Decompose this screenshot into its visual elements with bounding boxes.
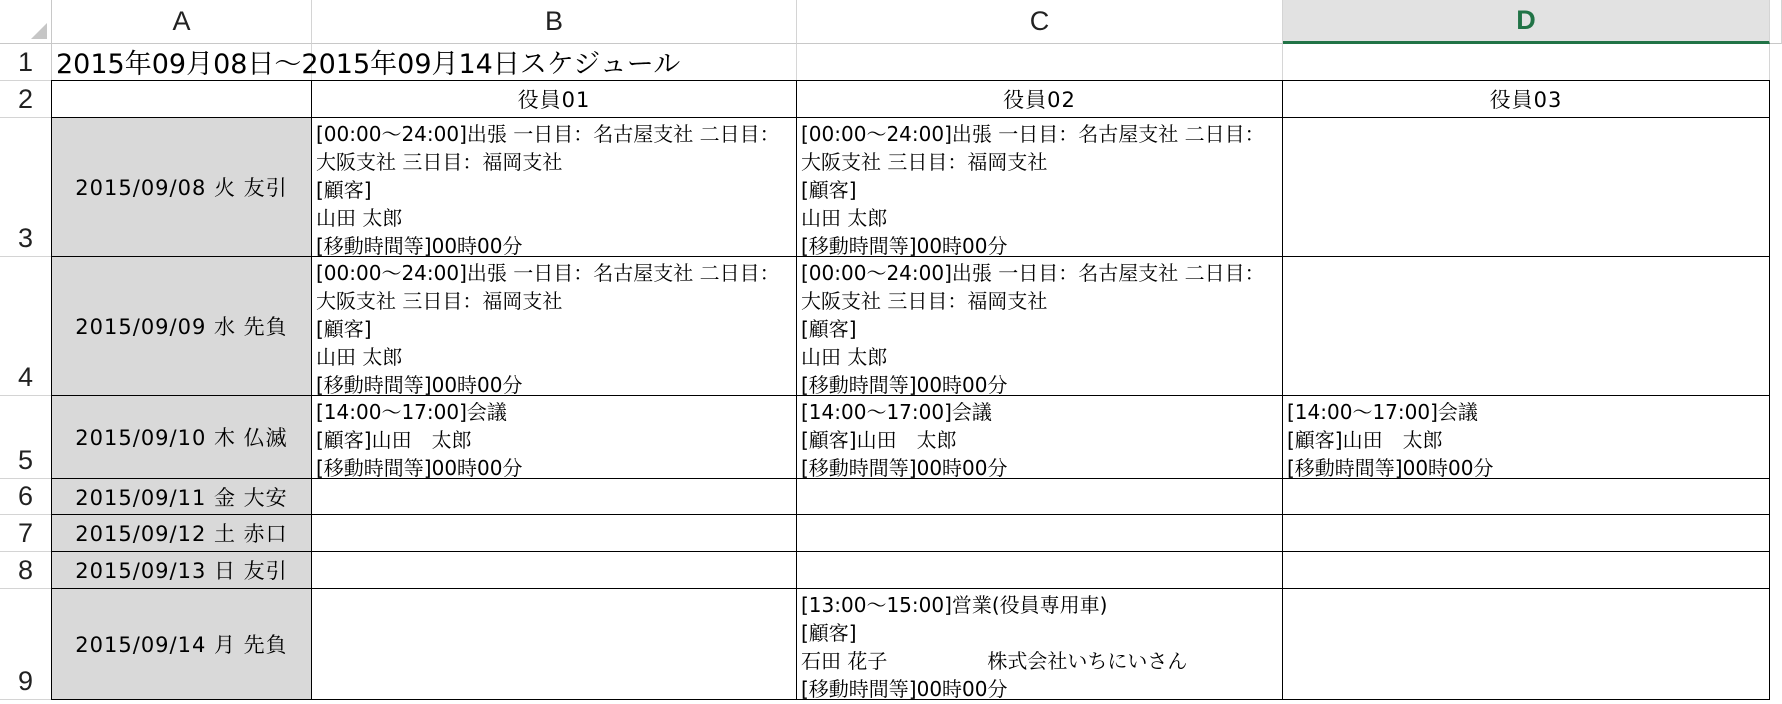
schedule-cell-b6[interactable]: [311, 478, 797, 515]
date-cell-row4[interactable]: 2015/09/09 水 先負: [51, 256, 312, 396]
schedule-cell-d3[interactable]: [1282, 117, 1770, 257]
row-header-9[interactable]: 9: [0, 589, 52, 700]
schedule-cell-c5[interactable]: [14:00～17:00]会議 [顧客]山田 太郎 [移動時間等]00時00分: [796, 395, 1283, 479]
schedule-cell-d5[interactable]: [14:00～17:00]会議 [顧客]山田 太郎 [移動時間等]00時00分: [1282, 395, 1770, 479]
schedule-cell-d7[interactable]: [1282, 514, 1770, 552]
column-header-a[interactable]: A: [52, 0, 312, 44]
schedule-cell-b9[interactable]: [311, 588, 797, 700]
schedule-cell-d9[interactable]: [1282, 588, 1770, 700]
row-header-1[interactable]: 1: [0, 44, 52, 81]
select-all-corner[interactable]: [0, 0, 52, 44]
schedule-cell-d8[interactable]: [1282, 551, 1770, 589]
date-cell-row5[interactable]: 2015/09/10 木 仏滅: [51, 395, 312, 479]
schedule-cell-d6[interactable]: [1282, 478, 1770, 515]
date-cell-row6[interactable]: 2015/09/11 金 大安: [51, 478, 312, 515]
header-cell-3[interactable]: 役員03: [1282, 80, 1770, 118]
row-header-6[interactable]: 6: [0, 479, 52, 515]
cell-d1[interactable]: [1283, 44, 1770, 81]
schedule-cell-c7[interactable]: [796, 514, 1283, 552]
column-header-b[interactable]: B: [312, 0, 797, 44]
schedule-cell-b7[interactable]: [311, 514, 797, 552]
row-header-7[interactable]: 7: [0, 515, 52, 552]
column-header-filler: [1770, 0, 1782, 44]
header-cell-1[interactable]: 役員01: [311, 80, 797, 118]
schedule-cell-d4[interactable]: [1282, 256, 1770, 396]
row-header-4[interactable]: 4: [0, 257, 52, 396]
row-header-3[interactable]: 3: [0, 118, 52, 257]
schedule-cell-c3[interactable]: [00:00～24:00]出張 一日目：名古屋支社 二日目：大阪支社 三日目：福岡支社 [顧客] 山田 太郎 [移動時間等]00時00分: [796, 117, 1283, 257]
schedule-cell-c8[interactable]: [796, 551, 1283, 589]
date-cell-row8[interactable]: 2015/09/13 日 友引: [51, 551, 312, 589]
row-header-8[interactable]: 8: [0, 552, 52, 589]
row-header-5[interactable]: 5: [0, 396, 52, 479]
date-cell-row9[interactable]: 2015/09/14 月 先負: [51, 588, 312, 700]
schedule-cell-b8[interactable]: [311, 551, 797, 589]
sheet-title: 2015年09月08日～2015年09月14日スケジュール: [56, 49, 681, 80]
select-all-triangle-icon: [31, 23, 47, 39]
schedule-cell-c9[interactable]: [13:00～15:00]営業(役員専用車) [顧客] 石田 花子 株式会社いちにいさん [移動時間等]00時00分: [796, 588, 1283, 700]
header-cell-2[interactable]: 役員02: [796, 80, 1283, 118]
schedule-cell-b4[interactable]: [00:00～24:00]出張 一日目：名古屋支社 二日目：大阪支社 三日目：福岡支社 [顧客] 山田 太郎 [移動時間等]00時00分: [311, 256, 797, 396]
schedule-cell-b3[interactable]: [00:00～24:00]出張 一日目：名古屋支社 二日目：大阪支社 三日目：福岡支社 [顧客] 山田 太郎 [移動時間等]00時00分: [311, 117, 797, 257]
schedule-cell-b5[interactable]: [14:00～17:00]会議 [顧客]山田 太郎 [移動時間等]00時00分: [311, 395, 797, 479]
schedule-cell-c4[interactable]: [00:00～24:00]出張 一日目：名古屋支社 二日目：大阪支社 三日目：福岡支社 [顧客] 山田 太郎 [移動時間等]00時00分: [796, 256, 1283, 396]
cell-a2[interactable]: [51, 80, 312, 118]
date-cell-row3[interactable]: 2015/09/08 火 友引: [51, 117, 312, 257]
column-header-d[interactable]: D: [1283, 0, 1770, 44]
date-cell-row7[interactable]: 2015/09/12 土 赤口: [51, 514, 312, 552]
column-header-c[interactable]: C: [797, 0, 1283, 44]
schedule-cell-c6[interactable]: [796, 478, 1283, 515]
row-header-2[interactable]: 2: [0, 81, 52, 118]
